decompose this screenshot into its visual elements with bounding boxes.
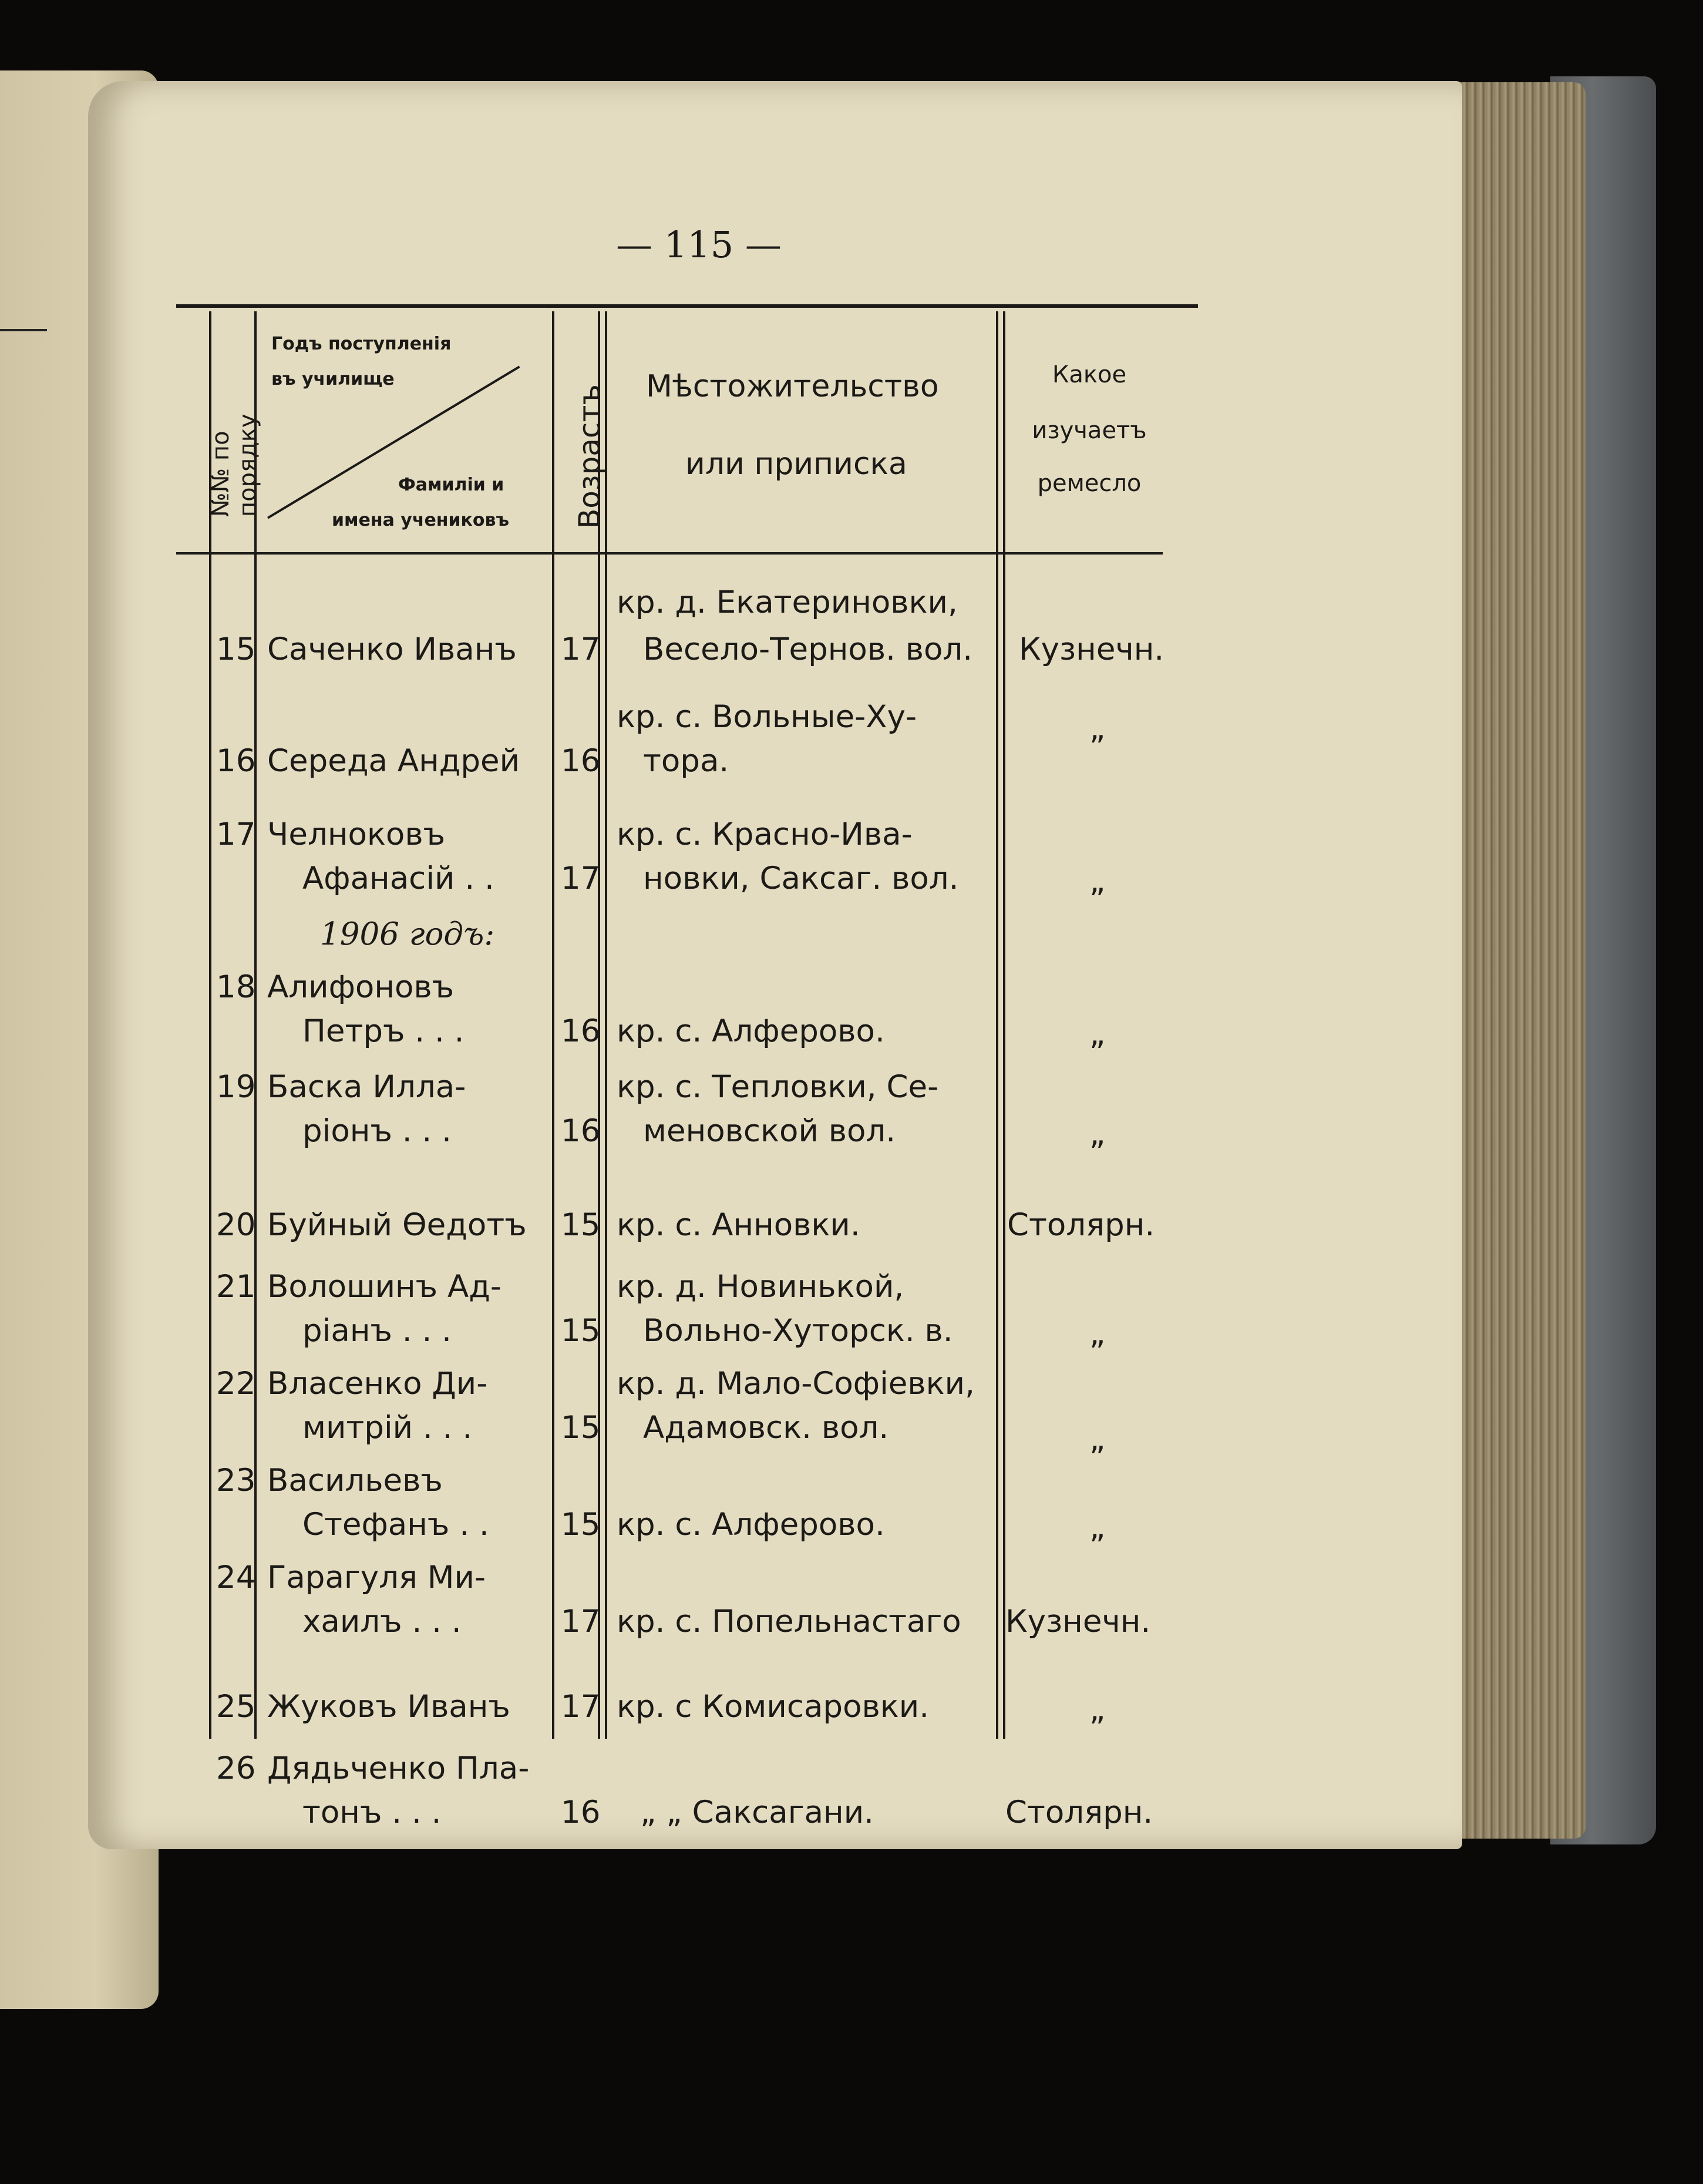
- row-15-number: 15: [216, 631, 256, 667]
- row-18-name-2: Петръ . . .: [302, 1013, 465, 1049]
- header-name-1: Фамиліи и: [398, 475, 504, 495]
- page-edges: [1445, 82, 1586, 1839]
- row-17-age: 17: [561, 861, 601, 896]
- col-line-res-a: [996, 311, 998, 1739]
- row-25-name: Жуковъ Иванъ: [267, 1689, 510, 1725]
- row-16-number: 16: [216, 743, 256, 779]
- row-18-age: 16: [561, 1013, 601, 1049]
- col-line-num: [254, 311, 257, 1739]
- col-line-res-b: [1003, 311, 1005, 1739]
- row-15-res-1: кр. д. Екатериновки,: [617, 584, 958, 620]
- row-22-trade: „: [1089, 1422, 1106, 1457]
- header-trade-1: Какое: [1052, 361, 1127, 388]
- row-24-name-2: хаилъ . . .: [302, 1604, 462, 1639]
- row-19-trade: „: [1089, 1116, 1106, 1152]
- row-17-name-2: Афанасій . .: [302, 861, 494, 896]
- row-21-name-1: Волошинъ Ад-: [267, 1269, 502, 1305]
- row-16-res-2: тора.: [643, 743, 729, 779]
- row-23-age: 15: [561, 1507, 601, 1543]
- row-26-res-1: „ „ Саксагани.: [640, 1795, 874, 1830]
- row-18-name-1: Алифоновъ: [267, 969, 455, 1005]
- row-19-res-2: меновской вол.: [643, 1113, 896, 1149]
- row-24-res-1: кр. с. Попельнастаго: [617, 1604, 961, 1639]
- row-24-trade: Кузнечн.: [1005, 1604, 1151, 1639]
- year-marker: 1906 годъ:: [320, 916, 495, 952]
- header-rule: [176, 552, 1163, 555]
- row-23-name-2: Стефанъ . .: [302, 1507, 489, 1543]
- row-19-number: 19: [216, 1069, 256, 1105]
- row-22-age: 15: [561, 1410, 601, 1446]
- header-residence-2: или приписка: [685, 446, 907, 482]
- row-15-age: 17: [561, 631, 601, 667]
- header-name-2: имена учениковъ: [332, 510, 510, 530]
- row-20-res-1: кр. с. Анновки.: [617, 1207, 860, 1243]
- table-top-rule: [176, 304, 1198, 308]
- row-15-trade: Кузнечн.: [1019, 631, 1164, 667]
- row-23-name-1: Васильевъ: [267, 1463, 443, 1498]
- row-24-name-1: Гарагуля Ми-: [267, 1560, 486, 1595]
- row-22-res-1: кр. д. Мало-Софіевки,: [617, 1366, 975, 1402]
- row-17-number: 17: [216, 817, 256, 852]
- row-20-number: 20: [216, 1207, 256, 1243]
- col-line-name: [552, 311, 554, 1739]
- row-18-res-1: кр. с. Алферово.: [617, 1013, 885, 1049]
- row-20-trade: Столярн.: [1007, 1207, 1155, 1243]
- row-24-number: 24: [216, 1560, 256, 1595]
- header-number: №№ по порядку: [207, 414, 261, 517]
- row-17-res-1: кр. с. Красно-Ива-: [617, 817, 913, 852]
- row-26-trade: Столярн.: [1005, 1795, 1153, 1830]
- row-19-age: 16: [561, 1113, 601, 1149]
- header-trade-2: изучаетъ: [1032, 417, 1147, 444]
- row-24-age: 17: [561, 1604, 601, 1639]
- row-17-res-2: новки, Саксаг. вол.: [643, 861, 959, 896]
- row-19-name-1: Баска Илла-: [267, 1069, 466, 1105]
- row-19-name-2: ріонъ . . .: [302, 1113, 452, 1149]
- row-16-name: Середа Андрей: [267, 743, 520, 779]
- row-26-number: 26: [216, 1750, 256, 1786]
- row-26-name-2: тонъ . . .: [302, 1795, 442, 1830]
- row-25-res-1: кр. с Комисаровки.: [617, 1689, 930, 1725]
- row-22-name-1: Власенко Ди-: [267, 1366, 488, 1402]
- row-17-name-1: Челноковъ: [267, 817, 446, 852]
- header-trade-3: ремесло: [1037, 470, 1142, 497]
- row-15-name: Саченко Иванъ: [267, 631, 517, 667]
- row-16-res-1: кр. с. Вольные-Ху-: [617, 699, 917, 735]
- row-25-trade: „: [1089, 1692, 1106, 1728]
- row-23-trade: „: [1089, 1510, 1106, 1545]
- header-year-2: въ училище: [271, 369, 395, 389]
- row-21-res-2: Вольно-Хуторск. в.: [643, 1313, 953, 1349]
- page-number: — 115 —: [616, 223, 782, 266]
- row-21-res-1: кр. д. Новинькой,: [617, 1269, 904, 1305]
- row-20-age: 15: [561, 1207, 601, 1243]
- row-22-name-2: митрій . . .: [302, 1410, 473, 1446]
- row-21-name-2: ріанъ . . .: [302, 1313, 452, 1349]
- row-21-number: 21: [216, 1269, 256, 1305]
- row-25-age: 17: [561, 1689, 601, 1725]
- row-25-number: 25: [216, 1689, 256, 1725]
- row-17-trade: „: [1089, 863, 1106, 899]
- row-21-trade: „: [1089, 1316, 1106, 1352]
- row-26-age: 16: [561, 1795, 601, 1830]
- row-21-age: 15: [561, 1313, 601, 1349]
- header-year-1: Годъ поступленія: [271, 334, 452, 354]
- row-26-name-1: Дядьченко Пла-: [267, 1750, 530, 1786]
- col-line-left: [209, 311, 211, 1739]
- left-page-rule: [0, 329, 47, 331]
- row-18-number: 18: [216, 969, 256, 1005]
- row-16-age: 16: [561, 743, 601, 779]
- row-22-res-2: Адамовск. вол.: [643, 1410, 889, 1446]
- row-23-number: 23: [216, 1463, 256, 1498]
- row-19-res-1: кр. с. Тепловки, Се-: [617, 1069, 939, 1105]
- row-18-trade: „: [1089, 1016, 1106, 1052]
- row-20-name: Буйный Өедотъ: [267, 1207, 527, 1243]
- header-residence-1: Мѣстожительство: [646, 369, 939, 404]
- row-23-res-1: кр. с. Алферово.: [617, 1507, 885, 1543]
- row-22-number: 22: [216, 1366, 256, 1402]
- header-age: Возрастъ: [573, 384, 607, 529]
- row-16-trade: „: [1089, 711, 1106, 747]
- row-15-res-2: Весело-Тернов. вол.: [643, 631, 973, 667]
